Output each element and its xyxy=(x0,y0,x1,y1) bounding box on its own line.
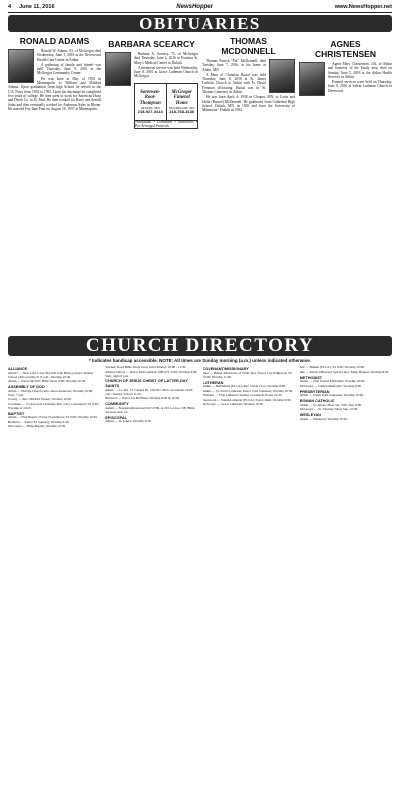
church-listing: Aitkin — Wesleyan; Worship 10:30. xyxy=(299,416,348,421)
church-listing: Isle — Trinity (Missouri Synod); Rev. Mark Hansen; Worship 8:30. xyxy=(299,369,390,374)
denomination-heading: WESLEYAN xyxy=(299,413,321,418)
ad-business-name: Sorensen-Root-Thompson xyxy=(139,89,161,106)
issue-date: June 11, 2016 xyxy=(19,4,55,10)
church-listing: McGregor — Grace Lutheran; Worship 10:30. xyxy=(202,402,264,407)
denomination-heading: COMMUNITY xyxy=(105,402,129,407)
ad-business-name: McGregor Funeral Home xyxy=(171,89,193,106)
obituary-column xyxy=(299,36,392,331)
church-directory-banner xyxy=(8,336,392,356)
website-link[interactable]: www.NewsHopper.net xyxy=(334,4,392,10)
church-listing: Aitkin — First United Methodist; Worship 10:00. xyxy=(299,379,366,384)
church-listing: Aitkin (Christ) — Pastor Kim Gunstan; 608-675-1529; Worship 9:00; Wed. night 6 p.m. xyxy=(105,369,198,378)
denomination-heading: METHODIST xyxy=(299,375,323,380)
portrait-photo xyxy=(269,59,295,93)
church-listing: Aitkin — Co. Rd. 12. Chapel Ph. 218-927-4454. Sacrament 10:00 a.m.; Sunday School 11:20. xyxy=(105,387,193,396)
portrait-photo xyxy=(299,62,325,96)
denomination-heading: EPISCOPAL xyxy=(105,415,127,420)
denomination-heading: ALLIANCE xyxy=(8,367,28,371)
church-listing: Aitkin — Bethlehem (ELCA); Rev. Cindy Cloo; Worship 9:00. xyxy=(202,384,286,389)
obituary-paragraph: A gathering of family and friends was held Thursday, June 9, 2016 at the McGregor Community Center. xyxy=(37,62,101,76)
obituary-paragraph: He was born April 4, 1938 in Cloquet, MN, to Louis and Idella (Barrett) McDonnell. He graduated from Cathedral High School, Duluth, MN, in 1956 and from the University of Minnesota - Duluth in 1962. xyxy=(202,95,295,113)
obituary-paragraph: A memorial service was held Wednesday, June 8, 2016 at Grace Lutheran Church in McGregor. xyxy=(134,65,198,79)
denomination-heading: CHURCH OF JESUS CHRIST OF LATTER-DAY SAINTS xyxy=(105,379,188,389)
church-listing: Aitkin* — New Life; Larry Boyd & John Beier, pastors. Sunday School (All) worship 9:15 a.m.; Worship 10:30. xyxy=(8,370,94,379)
church-listing: Aitkin — Pastor McGill; Bible Study 9:00; Worship 10:30. xyxy=(8,379,86,384)
directory-column xyxy=(203,366,295,784)
obituary-paragraph: Funeral services were held on Thursday, June 9, 2016 at Salem Lutheran Church in Deerwood. xyxy=(328,80,392,93)
church-directory xyxy=(8,366,392,784)
church-listing: Aitkin — Nondenominational; 927-2796, at 219 1st Ave. NE; Bible, Services Sun. 10. xyxy=(105,405,196,414)
obituary-name: THOMAS MCDONNELL xyxy=(221,36,276,56)
ad-city: McGREGOR, MN xyxy=(168,106,195,111)
mcgregor-funeral-home-box xyxy=(166,84,198,120)
church-listing: Deerwood — Salem Lutheran (ELCA); Pastor Ruth; Worship 9:30. xyxy=(202,397,292,402)
sorensen-root-thompson-box xyxy=(135,84,166,120)
church-listing: McGregor — United Methodist; Worship 9:00. xyxy=(299,383,362,388)
church-listing: Brainerd — Pastor Liz Hoffman; Worship 9:00 & 10:30. xyxy=(105,396,180,401)
ad-city: AITKIN, MN xyxy=(140,106,160,111)
church-listing: Aitkin — First Baptist; Pastor Noah Bevis; SS 9:30; Worship 10:45. xyxy=(8,415,98,420)
obituary-paragraph: He was born in May of 1933 in Minneapolis to William and Mildred Adams. Upon graduation from high School he served in the U.S. Navy from 1952 to 1955. Upon his discharge he completed five years of college. He then went to work for American Hoist and Derek Co. in St. Paul. He then worked for Barry and Sewall Sales and then eventually worked for Anderson Sales in Blaine. He married Fay Jane Pratt on August 16, 1957 at Minneapolis. xyxy=(8,76,101,111)
church-listing: Aitkin — St. James; Mass Sat. 5:00; Sun. 8:00. xyxy=(299,402,363,407)
church-listing: Crosslake — Crosswoods Christian; Rev. Gary Cazaentrek; SS 9:30; Worship at 10:45. xyxy=(8,401,99,410)
church-listing: Aitkin — Pastor Kim Jorgensen; Worship 10:00. xyxy=(299,393,364,398)
obituaries-title: OBITUARIES xyxy=(139,13,261,33)
obituary-paragraph: Barbara A. Scearcy, 75, of McGregor died Thursday, June 2, 2016 at Essentia St. Mary's Medical Center in Duluth. xyxy=(134,52,198,65)
portrait-photo xyxy=(8,49,34,83)
church-listing: McGregor — St. Thomas; Mass Sun. 10:30. xyxy=(299,407,359,412)
obituaries-banner xyxy=(8,15,392,32)
obituaries-section xyxy=(8,36,392,331)
obituary-paragraph: A Mass of Christian Burial was held Thursday, June 9, 2016 at St. James Catholic Church in Aitkin with Fr. David Forsman officiating. Burial was in St. Thomas Cemetery in Aitkin. xyxy=(202,72,266,95)
church-listing: Aitkin — St. John's; Worship 9:30. xyxy=(105,419,152,424)
church-listing: Deer — Bethel Tabernacle of Truth; Rev. Pastor Lon Wilkinson; SS 10:00; Worship 11:00. xyxy=(202,370,292,379)
obituary-column xyxy=(202,36,295,331)
church-directory-title: CHURCH DIRECTORY xyxy=(85,335,315,356)
denomination-heading: ASSEMBLY OF GOD xyxy=(8,385,45,390)
directory-column xyxy=(300,366,392,784)
directory-column xyxy=(8,366,100,784)
church-listing: Aitkin — St. John's Lutheran; Pastor Joan Johanson; Worship 10:30. xyxy=(202,388,293,393)
obituary-column xyxy=(8,36,101,331)
denomination-heading: ROMAN CATHOLIC xyxy=(299,399,335,404)
church-listing: Sturnes; Road Bible Study every third Sunday, 10:00 - 11:30. xyxy=(105,366,187,369)
ad-tagline: Traditional • Cremation • Memorials • Pre-Arranged Funerals xyxy=(135,119,197,129)
obituary-name: RONALD ADAMS xyxy=(19,36,90,46)
ad-phone: 218-768-3136 xyxy=(169,109,195,115)
denomination-heading: COVENANT/MISSIONARY xyxy=(202,367,249,371)
obituary-paragraph: Agnes Mary Christensen, 101, of Aitkin and formerly of the Emily area, died on Sunday, June 5, 2016 at the Aitkin Health Services in Aitkin. xyxy=(328,62,392,79)
directory-column xyxy=(105,366,197,784)
church-listing: Isle — Hidden (ELCA); SS 9:30; Worship 10:00. xyxy=(299,366,365,369)
obituary-name: BARBARA SCEARCY xyxy=(108,39,195,49)
portrait-photo xyxy=(105,52,131,86)
obituary-column xyxy=(105,36,198,331)
page-header xyxy=(8,2,392,13)
church-listing: Aitkin — Hotopp Church; Rev. Jason Anderson; Worship 10:00; Wed. 7 p.m. xyxy=(8,388,94,397)
obituary-paragraph: Thomas Patrick "Pat" McDonnell, died Tuesday, June 7, 2016, at his home in Aitkin, MN. xyxy=(202,59,266,72)
denomination-heading: PRESBYTERIAN xyxy=(299,389,330,394)
obituary-paragraph: Ronald W. Adams, 83, of McGregor died Wednesday, June 1, 2016 at the Riverwood Health Care Center in Aitkin. xyxy=(37,49,101,62)
church-listing: McGregor — Bible Baptist; Worship 10:30. xyxy=(8,424,66,429)
church-listing: Crosby — Rev. Mildred Tunnel; Worship 10:30. xyxy=(8,397,72,402)
newshopper-logo: NewsHopper xyxy=(176,4,213,10)
denomination-heading: BAPTIST xyxy=(8,411,25,416)
funeral-home-ad[interactable] xyxy=(134,83,198,129)
directory-note: * Indicates handicap accessible. NOTE: All times are Sunday morning (a.m.) unless indicated otherwise. xyxy=(89,358,311,363)
ad-phone: 218-927-3414 xyxy=(137,109,163,115)
church-listing: Brainerd — First Lutheran; Sunday worship 8:30 and 10:45. xyxy=(202,393,283,398)
church-listing: Brainerd — Pastor Ed Sunberg; Worship 9:30. xyxy=(8,419,70,424)
obituary-name: AGNES CHRISTENSEN xyxy=(315,39,376,59)
denomination-heading: LUTHERAN xyxy=(202,380,224,385)
page-number: 4 xyxy=(8,4,12,10)
